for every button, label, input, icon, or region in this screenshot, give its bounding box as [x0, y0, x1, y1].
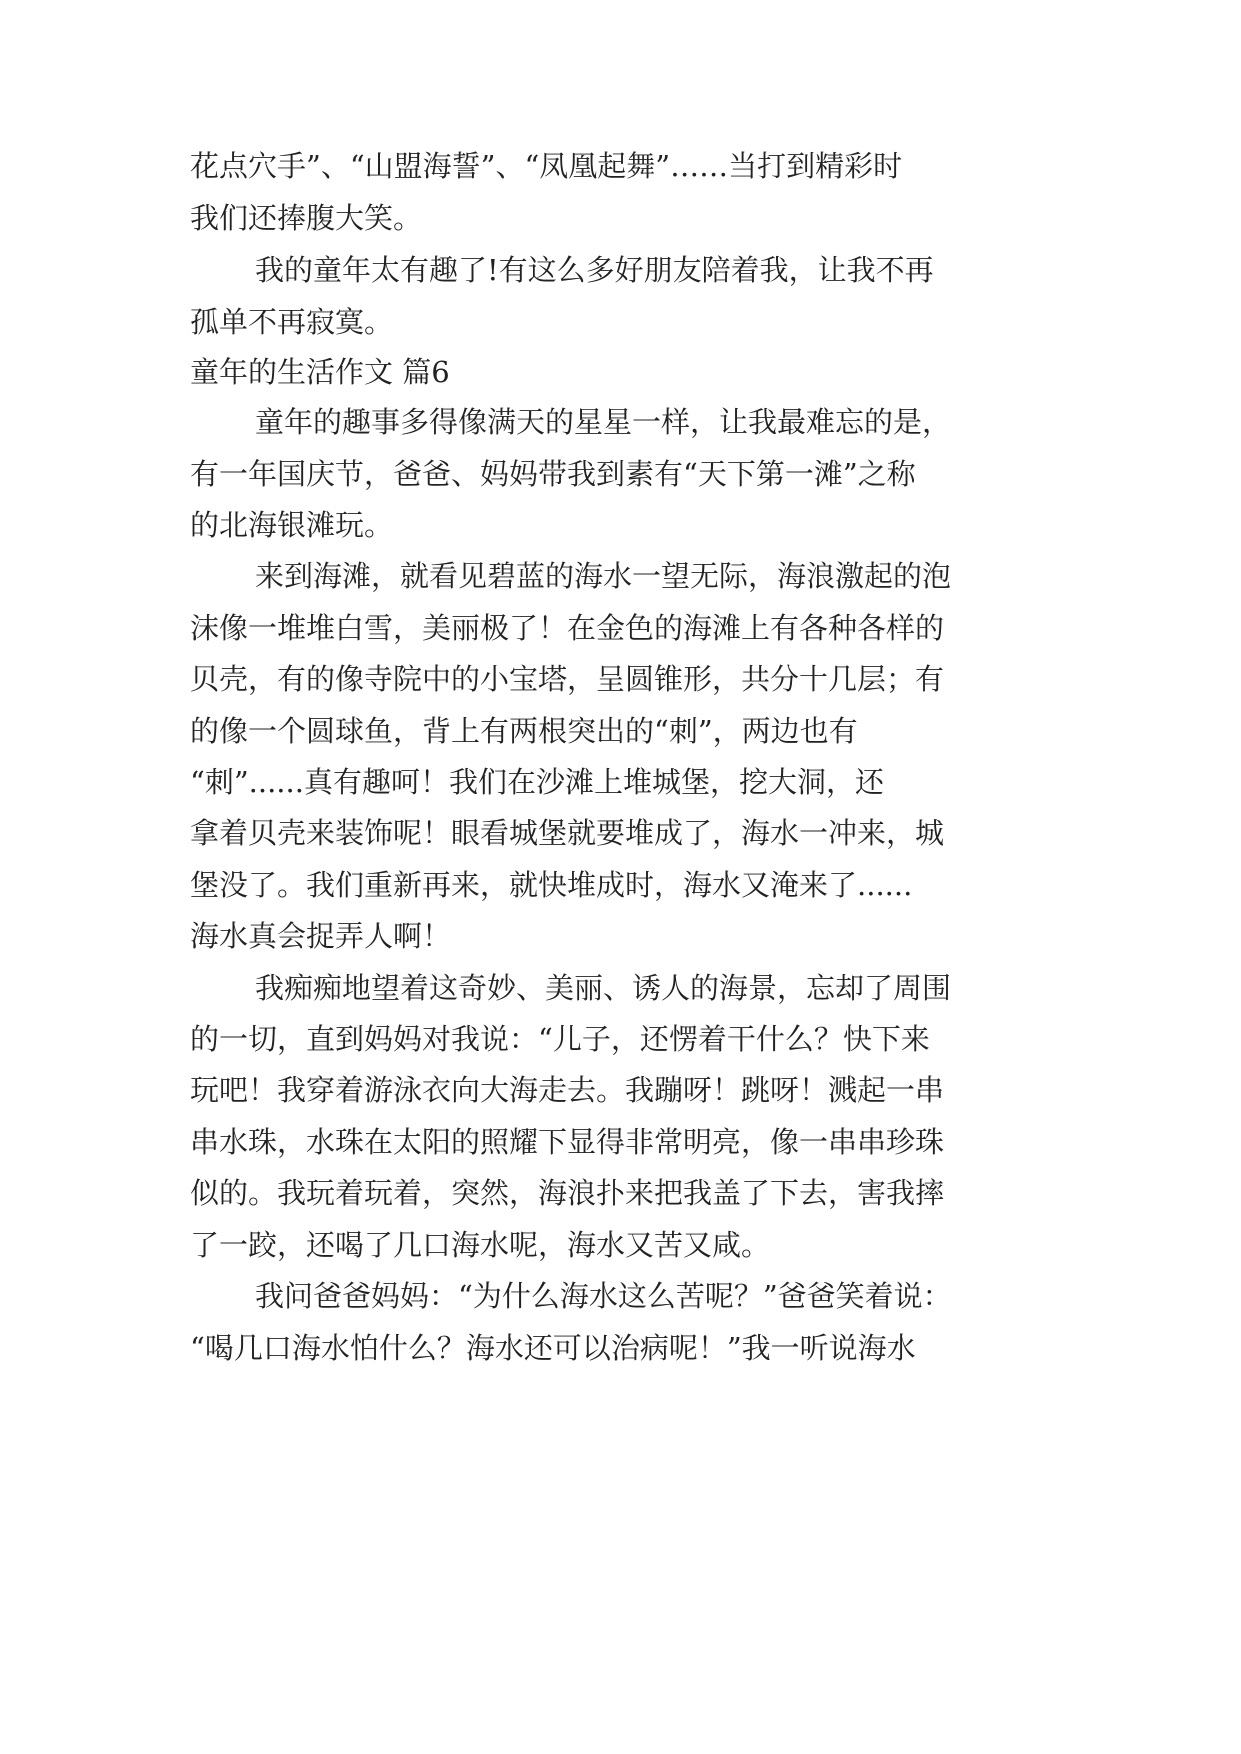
paragraph-start: 我的童年太有趣了!有这么多好朋友陪着我，让我不再: [255, 253, 934, 287]
text-line: 沫像一堆堆白雪，美丽极了！在金色的海滩上有各种各样的: [190, 611, 945, 645]
text-line: 海水真会捉弄人啊！: [190, 919, 452, 953]
text-line: 贝壳，有的像寺院中的小宝塔，呈圆锥形，共分十几层；有: [190, 662, 945, 696]
text-line: “喝几口海水怕什么？海水还可以治病呢！”我一听说海水: [190, 1331, 916, 1365]
text-line: 的一切，直到妈妈对我说：“儿子，还愣着干什么？快下来: [190, 1022, 930, 1056]
section-heading: 童年的生活作文 篇6: [190, 355, 450, 389]
text-line: 孤单不再寂寞。: [190, 305, 394, 339]
text-line: 堡没了。我们重新再来，就快堆成时，海水又淹来了......: [190, 868, 913, 902]
text-line: 玩吧！我穿着游泳衣向大海走去。我蹦呀！跳呀！溅起一串: [190, 1073, 945, 1107]
text-line: 花点穴手”、“山盟海誓”、“凤凰起舞”……当打到精彩时: [190, 149, 903, 183]
paragraph-start: 童年的趣事多得像满天的星星一样，让我最难忘的是，: [255, 405, 952, 439]
text-line: 拿着贝壳来装饰呢！眼看城堡就要堆成了，海水一冲来，城: [190, 816, 945, 850]
paragraph-start: 来到海滩，就看见碧蓝的海水一望无际，海浪激起的泡: [255, 559, 952, 593]
paragraph-start: 我问爸爸妈妈：“为什么海水这么苦呢？”爸爸笑着说：: [255, 1279, 952, 1313]
text-line: 了一跤，还喝了几口海水呢，海水又苦又咸。: [190, 1228, 771, 1262]
text-line: 似的。我玩着玩着，突然，海浪扑来把我盖了下去，害我摔: [190, 1176, 945, 1210]
text-line: 的像一个圆球鱼，背上有两根突出的“刺”，两边也有: [190, 714, 858, 748]
text-line: 有一年国庆节，爸爸、妈妈带我到素有“天下第一滩”之称: [190, 457, 916, 491]
text-line: 串水珠，水珠在太阳的照耀下显得非常明亮，像一串串珍珠: [190, 1125, 945, 1159]
paragraph-start: 我痴痴地望着这奇妙、美丽、诱人的海景，忘却了周围: [255, 971, 952, 1005]
text-line: “刺”......真有趣呵！我们在沙滩上堆城堡，挖大洞，还: [190, 765, 884, 799]
text-line: 我们还捧腹大笑。: [190, 201, 423, 235]
text-line: 的北海银滩玩。: [190, 508, 394, 542]
